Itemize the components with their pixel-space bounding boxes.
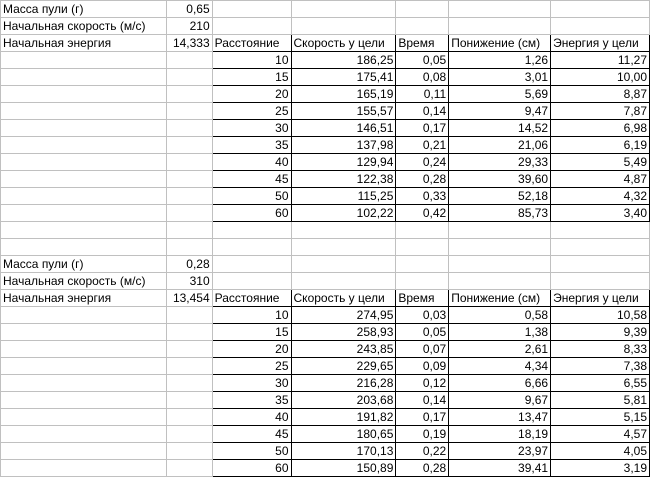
empty-cell[interactable]	[449, 1, 551, 18]
sheet-row	[1, 86, 650, 103]
data-cell[interactable]: 0,03	[396, 307, 449, 324]
sheet-row	[1, 18, 650, 35]
empty-cell[interactable]	[291, 239, 396, 256]
empty-cell[interactable]	[291, 222, 396, 239]
data-cell[interactable]: 0,08	[396, 69, 449, 86]
data-cell[interactable]: 85,73	[449, 205, 551, 222]
data-cell[interactable]: 258,93	[291, 324, 396, 341]
data-cell[interactable]: 0,11	[396, 86, 449, 103]
param-label[interactable]: Начальная скорость (м/с)	[1, 273, 167, 290]
data-cell[interactable]: 15	[212, 324, 291, 341]
data-cell[interactable]: 229,65	[291, 358, 396, 375]
data-cell[interactable]: 186,25	[291, 52, 396, 69]
empty-cell[interactable]	[551, 273, 650, 290]
empty-cell[interactable]	[1, 103, 167, 120]
empty-cell[interactable]	[212, 239, 291, 256]
empty-cell[interactable]	[166, 443, 212, 460]
sheet-row	[1, 35, 650, 52]
sheet-row	[1, 222, 650, 239]
empty-cell[interactable]	[396, 222, 449, 239]
empty-cell[interactable]	[166, 188, 212, 205]
data-cell[interactable]: 4,34	[449, 358, 551, 375]
param-value[interactable]: 14,333	[166, 35, 212, 52]
empty-cell[interactable]	[1, 52, 167, 69]
data-cell[interactable]: 20	[212, 86, 291, 103]
sheet-row	[1, 171, 650, 188]
data-cell[interactable]: 9,47	[449, 103, 551, 120]
empty-cell[interactable]	[291, 256, 396, 273]
data-cell[interactable]: 35	[212, 137, 291, 154]
sheet-row	[1, 137, 650, 154]
empty-cell[interactable]	[1, 460, 167, 477]
data-cell[interactable]: 30	[212, 120, 291, 137]
empty-cell[interactable]	[1, 375, 167, 392]
empty-cell[interactable]	[166, 103, 212, 120]
empty-cell[interactable]	[1, 443, 167, 460]
data-cell[interactable]: 3,01	[449, 69, 551, 86]
data-cell[interactable]: 15	[212, 69, 291, 86]
param-value[interactable]: 0,28	[166, 256, 212, 273]
empty-cell[interactable]	[1, 120, 167, 137]
data-cell[interactable]: 23,97	[449, 443, 551, 460]
data-cell[interactable]: 4,87	[551, 171, 650, 188]
sheet-row	[1, 460, 650, 477]
empty-cell[interactable]	[1, 392, 167, 409]
data-cell[interactable]: 0,17	[396, 409, 449, 426]
column-header[interactable]: Расстояние	[212, 35, 291, 52]
data-cell[interactable]: 25	[212, 358, 291, 375]
data-cell[interactable]: 146,51	[291, 120, 396, 137]
empty-cell[interactable]	[166, 205, 212, 222]
empty-cell[interactable]	[1, 69, 167, 86]
data-cell[interactable]: 0,33	[396, 188, 449, 205]
data-cell[interactable]: 21,06	[449, 137, 551, 154]
sheet-row	[1, 443, 650, 460]
data-cell[interactable]: 10	[212, 307, 291, 324]
column-header[interactable]: Время	[396, 290, 449, 307]
data-cell[interactable]: 129,94	[291, 154, 396, 171]
empty-cell[interactable]	[166, 52, 212, 69]
data-cell[interactable]: 0,28	[396, 171, 449, 188]
data-cell[interactable]: 191,82	[291, 409, 396, 426]
data-cell[interactable]: 9,67	[449, 392, 551, 409]
data-cell[interactable]: 5,49	[551, 154, 650, 171]
data-cell[interactable]: 39,60	[449, 171, 551, 188]
data-cell[interactable]: 10,00	[551, 69, 650, 86]
data-cell[interactable]: 0,09	[396, 358, 449, 375]
empty-cell[interactable]	[551, 222, 650, 239]
data-cell[interactable]: 4,57	[551, 426, 650, 443]
empty-cell[interactable]	[166, 341, 212, 358]
sheet-row	[1, 69, 650, 86]
empty-cell[interactable]	[291, 18, 396, 35]
data-cell[interactable]: 274,95	[291, 307, 396, 324]
empty-cell[interactable]	[551, 18, 650, 35]
data-cell[interactable]: 0,17	[396, 120, 449, 137]
column-header[interactable]: Скорость у цели	[291, 290, 396, 307]
data-cell[interactable]: 5,69	[449, 86, 551, 103]
param-value[interactable]: 13,454	[166, 290, 212, 307]
data-cell[interactable]: 137,98	[291, 137, 396, 154]
column-header[interactable]: Энергия у цели	[551, 35, 650, 52]
empty-cell[interactable]	[166, 392, 212, 409]
sheet-row	[1, 1, 650, 18]
sheet-row	[1, 239, 650, 256]
empty-cell[interactable]	[212, 222, 291, 239]
data-cell[interactable]: 2,61	[449, 341, 551, 358]
data-cell[interactable]: 0,19	[396, 426, 449, 443]
data-cell[interactable]: 5,81	[551, 392, 650, 409]
data-cell[interactable]: 30	[212, 375, 291, 392]
sheet-row	[1, 358, 650, 375]
empty-cell[interactable]	[1, 188, 167, 205]
data-cell[interactable]: 50	[212, 188, 291, 205]
empty-cell[interactable]	[166, 324, 212, 341]
empty-cell[interactable]	[396, 239, 449, 256]
data-cell[interactable]: 115,25	[291, 188, 396, 205]
sheet-row	[1, 324, 650, 341]
data-cell[interactable]: 18,19	[449, 426, 551, 443]
data-cell[interactable]: 180,65	[291, 426, 396, 443]
sheet-row	[1, 103, 650, 120]
empty-cell[interactable]	[449, 273, 551, 290]
sheet-row	[1, 392, 650, 409]
data-cell[interactable]: 25	[212, 103, 291, 120]
data-cell[interactable]: 60	[212, 205, 291, 222]
sheet-row	[1, 273, 650, 290]
data-cell[interactable]: 45	[212, 171, 291, 188]
data-cell[interactable]: 60	[212, 460, 291, 477]
data-cell[interactable]: 0,07	[396, 341, 449, 358]
data-cell[interactable]: 3,40	[551, 205, 650, 222]
empty-cell[interactable]	[166, 375, 212, 392]
data-cell[interactable]: 122,38	[291, 171, 396, 188]
empty-cell[interactable]	[396, 273, 449, 290]
data-cell[interactable]: 10,58	[551, 307, 650, 324]
empty-cell[interactable]	[166, 358, 212, 375]
data-cell[interactable]: 0,14	[396, 392, 449, 409]
sheet-row	[1, 256, 650, 273]
empty-cell[interactable]	[551, 239, 650, 256]
empty-cell[interactable]	[551, 1, 650, 18]
data-cell[interactable]: 10	[212, 52, 291, 69]
empty-cell[interactable]	[166, 86, 212, 103]
column-header[interactable]: Скорость у цели	[291, 35, 396, 52]
sheet-row	[1, 307, 650, 324]
param-label[interactable]: Начальная энергия	[1, 35, 167, 52]
data-cell[interactable]: 243,85	[291, 341, 396, 358]
param-label[interactable]: Масса пули (г)	[1, 1, 167, 18]
data-cell[interactable]: 29,33	[449, 154, 551, 171]
data-cell[interactable]: 7,38	[551, 358, 650, 375]
data-cell[interactable]: 45	[212, 426, 291, 443]
empty-cell[interactable]	[396, 18, 449, 35]
data-cell[interactable]: 1,38	[449, 324, 551, 341]
empty-cell[interactable]	[1, 171, 167, 188]
column-header[interactable]: Время	[396, 35, 449, 52]
empty-cell[interactable]	[1, 239, 167, 256]
empty-cell[interactable]	[166, 137, 212, 154]
empty-cell[interactable]	[1, 154, 167, 171]
data-cell[interactable]: 102,22	[291, 205, 396, 222]
data-cell[interactable]: 150,89	[291, 460, 396, 477]
column-header[interactable]: Энергия у цели	[551, 290, 650, 307]
data-cell[interactable]: 8,33	[551, 341, 650, 358]
empty-cell[interactable]	[1, 222, 167, 239]
data-cell[interactable]: 4,32	[551, 188, 650, 205]
empty-cell[interactable]	[166, 171, 212, 188]
data-cell[interactable]: 0,42	[396, 205, 449, 222]
empty-cell[interactable]	[291, 273, 396, 290]
empty-cell[interactable]	[1, 137, 167, 154]
empty-cell[interactable]	[396, 1, 449, 18]
empty-cell[interactable]	[1, 307, 167, 324]
sheet-row	[1, 426, 650, 443]
data-cell[interactable]: 8,87	[551, 86, 650, 103]
data-cell[interactable]: 5,15	[551, 409, 650, 426]
empty-cell[interactable]	[1, 86, 167, 103]
data-cell[interactable]: 0,58	[449, 307, 551, 324]
param-label[interactable]: Масса пули (г)	[1, 256, 167, 273]
data-cell[interactable]: 35	[212, 392, 291, 409]
sheet-row	[1, 290, 650, 307]
data-cell[interactable]: 0,21	[396, 137, 449, 154]
param-label[interactable]: Начальная энергия	[1, 290, 167, 307]
data-cell[interactable]: 13,47	[449, 409, 551, 426]
empty-cell[interactable]	[166, 222, 212, 239]
empty-cell[interactable]	[212, 1, 291, 18]
empty-cell[interactable]	[166, 426, 212, 443]
data-cell[interactable]: 20	[212, 341, 291, 358]
empty-cell[interactable]	[1, 409, 167, 426]
data-cell[interactable]: 155,57	[291, 103, 396, 120]
data-cell[interactable]: 52,18	[449, 188, 551, 205]
data-cell[interactable]: 203,68	[291, 392, 396, 409]
empty-cell[interactable]	[212, 18, 291, 35]
empty-cell[interactable]	[212, 273, 291, 290]
empty-cell[interactable]	[396, 256, 449, 273]
sheet-row	[1, 52, 650, 69]
data-cell[interactable]: 50	[212, 443, 291, 460]
data-cell[interactable]: 6,19	[551, 137, 650, 154]
empty-cell[interactable]	[166, 460, 212, 477]
data-cell[interactable]: 7,87	[551, 103, 650, 120]
sheet-row	[1, 188, 650, 205]
data-cell[interactable]: 0,05	[396, 52, 449, 69]
column-header[interactable]: Понижение (см)	[449, 35, 551, 52]
empty-cell[interactable]	[212, 256, 291, 273]
data-cell[interactable]: 6,55	[551, 375, 650, 392]
empty-cell[interactable]	[449, 222, 551, 239]
column-header[interactable]: Понижение (см)	[449, 290, 551, 307]
data-cell[interactable]: 39,41	[449, 460, 551, 477]
empty-cell[interactable]	[291, 1, 396, 18]
empty-cell[interactable]	[1, 205, 167, 222]
data-cell[interactable]: 11,27	[551, 52, 650, 69]
param-value[interactable]: 0,65	[166, 1, 212, 18]
empty-cell[interactable]	[449, 256, 551, 273]
empty-cell[interactable]	[166, 120, 212, 137]
sheet-row	[1, 341, 650, 358]
data-cell[interactable]: 6,66	[449, 375, 551, 392]
data-cell[interactable]: 0,14	[396, 103, 449, 120]
data-cell[interactable]: 0,05	[396, 324, 449, 341]
data-cell[interactable]: 170,13	[291, 443, 396, 460]
empty-cell[interactable]	[1, 324, 167, 341]
data-cell[interactable]: 40	[212, 409, 291, 426]
data-cell[interactable]: 4,05	[551, 443, 650, 460]
data-cell[interactable]: 0,28	[396, 460, 449, 477]
param-label[interactable]: Начальная скорость (м/с)	[1, 18, 167, 35]
data-cell[interactable]: 3,19	[551, 460, 650, 477]
empty-cell[interactable]	[166, 307, 212, 324]
sheet-row	[1, 154, 650, 171]
data-cell[interactable]: 0,12	[396, 375, 449, 392]
sheet-row	[1, 375, 650, 392]
empty-cell[interactable]	[551, 256, 650, 273]
empty-cell[interactable]	[166, 239, 212, 256]
data-cell[interactable]: 1,26	[449, 52, 551, 69]
empty-cell[interactable]	[166, 69, 212, 86]
data-cell[interactable]: 14,52	[449, 120, 551, 137]
param-value[interactable]: 310	[166, 273, 212, 290]
empty-cell[interactable]	[166, 409, 212, 426]
data-cell[interactable]: 165,19	[291, 86, 396, 103]
data-cell[interactable]: 0,22	[396, 443, 449, 460]
empty-cell[interactable]	[449, 239, 551, 256]
data-cell[interactable]: 216,28	[291, 375, 396, 392]
column-header[interactable]: Расстояние	[212, 290, 291, 307]
param-value[interactable]: 210	[166, 18, 212, 35]
data-cell[interactable]: 175,41	[291, 69, 396, 86]
data-cell[interactable]: 0,24	[396, 154, 449, 171]
empty-cell[interactable]	[1, 426, 167, 443]
empty-cell[interactable]	[1, 358, 167, 375]
empty-cell[interactable]	[166, 154, 212, 171]
data-cell[interactable]: 40	[212, 154, 291, 171]
sheet-row	[1, 205, 650, 222]
data-cell[interactable]: 6,98	[551, 120, 650, 137]
empty-cell[interactable]	[449, 18, 551, 35]
data-cell[interactable]: 9,39	[551, 324, 650, 341]
sheet-row	[1, 409, 650, 426]
empty-cell[interactable]	[1, 341, 167, 358]
sheet-row	[1, 120, 650, 137]
